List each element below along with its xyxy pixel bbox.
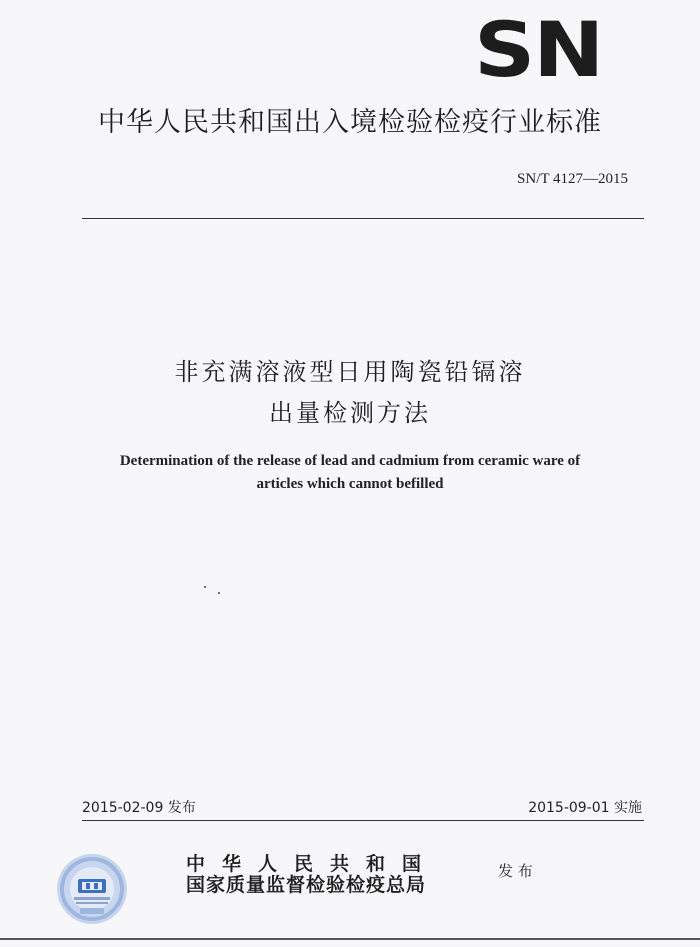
- scan-bottom-edge: [0, 938, 700, 940]
- issue-date: 2015-02-09 发布: [82, 800, 196, 816]
- standard-number: SN/T 4127—2015: [517, 171, 628, 187]
- en-title-line-1: Determination of the release of lead and cadmium from ceramic ware of: [119, 453, 581, 469]
- cn-title-line-2: 出量检测方法: [269, 399, 431, 427]
- anti-counterfeit-seal-icon: [56, 853, 128, 925]
- issuer-line-2: 国家质量监督检验检疫总局: [186, 874, 427, 896]
- org-title: 中华人民共和国出入境检验检疫行业标准: [98, 107, 602, 138]
- sn-logo: SN: [474, 5, 603, 94]
- issuer-line-1: 中华人民共和国: [186, 853, 439, 875]
- cn-title-line-1: 非充满溶液型日用陶瓷铅镉溶: [174, 358, 526, 386]
- implementation-date: 2015-09-01 实施: [528, 800, 642, 816]
- top-divider: [82, 218, 644, 219]
- scan-speck: [204, 586, 206, 588]
- scan-speck: [218, 592, 220, 594]
- publish-label: 发 布: [498, 862, 533, 880]
- en-title-line-2: articles which cannot befilled: [256, 476, 444, 492]
- bottom-divider: [82, 820, 644, 821]
